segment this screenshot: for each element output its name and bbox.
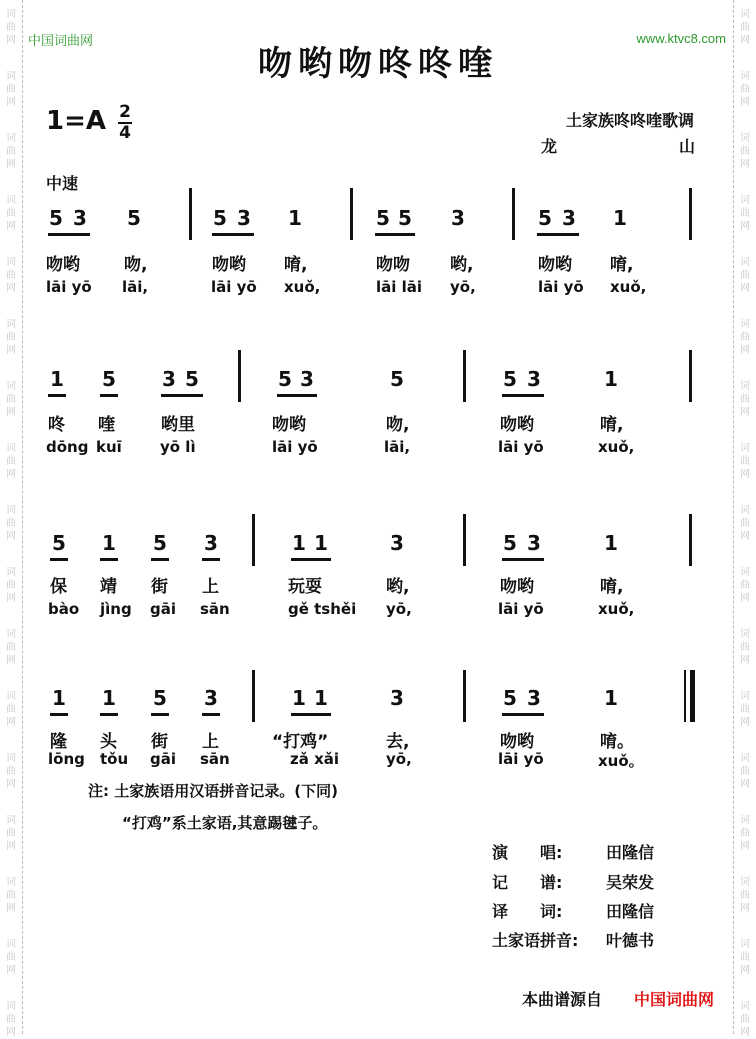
annotation-note-2: “打鸡”系土家语,其意踢毽子。: [122, 814, 328, 832]
note: 5: [153, 686, 167, 710]
pinyin: xuǒ。: [598, 752, 644, 770]
margin-watermark: 词 曲 网: [6, 9, 16, 46]
pinyin: yō,: [386, 600, 412, 618]
bar-line: [350, 188, 353, 240]
beam: [151, 713, 169, 716]
time-top: 2: [119, 102, 131, 122]
note: 5: [49, 206, 63, 230]
note: 5: [52, 531, 66, 555]
beam: [161, 394, 203, 397]
bar-line: [252, 670, 255, 722]
arranger: [541, 134, 695, 157]
margin-watermark: 词 曲 网: [6, 939, 16, 976]
note: 3: [162, 367, 176, 391]
beam: [48, 394, 66, 397]
lyric: 吻,: [124, 255, 148, 275]
final-bar-thick: [690, 670, 695, 722]
lyric: 街: [151, 732, 168, 752]
arranger-first: 龙: [541, 137, 558, 156]
pinyin: yō,: [450, 278, 476, 296]
pinyin: xuǒ,: [610, 278, 647, 296]
pinyin: jìng: [100, 600, 132, 618]
note: 3: [390, 686, 404, 710]
note: 1: [292, 531, 306, 555]
note: 3: [562, 206, 576, 230]
note: 1: [292, 686, 306, 710]
lyric: 吻,: [386, 415, 410, 435]
pinyin: lāi,: [122, 278, 149, 296]
credit-name: 田隆信: [606, 843, 655, 862]
note: 1: [102, 531, 116, 555]
lyric: 隆: [50, 732, 67, 752]
margin-watermark: 词 曲 网: [740, 71, 750, 108]
note: 1: [613, 206, 627, 230]
note: 5: [503, 531, 517, 555]
margin-watermark: 词 曲 网: [740, 939, 750, 976]
margin-watermark: 词 曲 网: [6, 691, 16, 728]
left-margin-border: [0, 0, 23, 1038]
margin-watermark: 词 曲 网: [6, 443, 16, 480]
beam: [291, 558, 331, 561]
bar-line: [689, 188, 692, 240]
lyric: 唷。: [600, 732, 634, 752]
bar-line: [189, 188, 192, 240]
song-title: 吻哟吻咚咚喹: [258, 44, 498, 84]
note: 5: [153, 531, 167, 555]
beam: [502, 558, 544, 561]
lyric: 去,: [386, 732, 410, 752]
pinyin: dōng: [46, 438, 89, 456]
pinyin: gāi: [150, 600, 177, 618]
pinyin: yō,: [386, 750, 412, 768]
lyric: 哟,: [450, 255, 474, 275]
pinyin: lōng: [48, 750, 85, 768]
note: 3: [237, 206, 251, 230]
note: 5: [503, 686, 517, 710]
note: 3: [527, 531, 541, 555]
lyric: 街: [151, 577, 168, 597]
pinyin: xuǒ,: [598, 438, 635, 456]
pinyin: lāi,: [384, 438, 411, 456]
margin-watermark: 词 曲 网: [740, 381, 750, 418]
footer-source-label: 本曲谱源自: [522, 990, 603, 1009]
margin-watermark: 词 曲 网: [6, 567, 16, 604]
credit-role: 记 谱:: [492, 873, 563, 892]
credit-name: 吴荣发: [606, 873, 655, 892]
note: 1: [604, 367, 618, 391]
note: 5: [278, 367, 292, 391]
song-source: 土家族咚咚喹歌调: [565, 111, 694, 130]
key-label: 1=A: [46, 106, 106, 136]
pinyin: bào: [48, 600, 80, 618]
pinyin: gě tshěi: [288, 600, 357, 618]
bar-line: [689, 350, 692, 402]
bar-line: [689, 514, 692, 566]
annotation-note-1: 注: 土家族语用汉语拼音记录。(下同): [88, 782, 338, 800]
note: 5: [503, 367, 517, 391]
margin-watermark: 词 曲 网: [740, 815, 750, 852]
pinyin: gāi: [150, 750, 177, 768]
lyric: 哟,: [386, 577, 410, 597]
lyric: 靖: [100, 577, 117, 597]
pinyin: kuī: [96, 438, 122, 456]
credit-role: 演 唱:: [492, 843, 563, 862]
bar-line: [238, 350, 241, 402]
beam: [100, 558, 118, 561]
credit-name: 叶德书: [606, 931, 655, 950]
note: 3: [300, 367, 314, 391]
lyric: 吻哟: [538, 255, 572, 275]
footer-source-site[interactable]: 中国词曲网: [634, 990, 715, 1009]
margin-watermark: 词 曲 网: [6, 71, 16, 108]
margin-watermark: 词 曲 网: [740, 753, 750, 790]
note: 5: [376, 206, 390, 230]
note: 1: [102, 686, 116, 710]
note: 3: [527, 367, 541, 391]
lyric: 喹: [98, 415, 115, 435]
beam: [48, 233, 90, 236]
pinyin: lāi yō: [498, 750, 544, 768]
bar-line: [463, 514, 466, 566]
margin-watermark: 词 曲 网: [6, 815, 16, 852]
bar-line: [252, 514, 255, 566]
tempo-marking: 中速: [46, 174, 79, 193]
beam: [202, 713, 220, 716]
margin-watermark: 词 曲 网: [740, 133, 750, 170]
margin-watermark: 词 曲 网: [6, 133, 16, 170]
lyric: 上: [202, 577, 219, 597]
note: 1: [52, 686, 66, 710]
credit-role: 土家语拼音:: [492, 931, 579, 950]
beam: [50, 713, 68, 716]
margin-watermark: 词 曲 网: [740, 505, 750, 542]
note: 5: [538, 206, 552, 230]
beam: [100, 394, 118, 397]
pinyin: sān: [200, 600, 230, 618]
note: 3: [73, 206, 87, 230]
lyric: 上: [202, 732, 219, 752]
lyric: 唷,: [600, 415, 624, 435]
beam: [50, 558, 68, 561]
margin-watermark: 词 曲 网: [6, 381, 16, 418]
beam: [375, 233, 415, 236]
note: 3: [527, 686, 541, 710]
lyric: 咚: [48, 415, 65, 435]
lyric: 吻哟: [500, 732, 534, 752]
beam: [537, 233, 579, 236]
note: 5: [398, 206, 412, 230]
pinyin: xuǒ,: [284, 278, 321, 296]
lyric: 唷,: [600, 577, 624, 597]
note: 1: [288, 206, 302, 230]
lyric: “打鸡”: [272, 732, 329, 752]
margin-watermark: 词 曲 网: [740, 257, 750, 294]
margin-watermark: 词 曲 网: [740, 691, 750, 728]
lyric: 吻哟: [500, 577, 534, 597]
note: 1: [314, 531, 328, 555]
note: 1: [50, 367, 64, 391]
beam: [291, 713, 331, 716]
lyric: 吻哟: [272, 415, 306, 435]
pinyin: yō lì: [160, 438, 196, 456]
pinyin: lāi yō: [498, 600, 544, 618]
margin-watermark: 词 曲 网: [740, 9, 750, 46]
credit-role: 译 词:: [492, 902, 563, 921]
note: 3: [204, 686, 218, 710]
pinyin: sān: [200, 750, 230, 768]
margin-watermark: 词 曲 网: [6, 505, 16, 542]
margin-watermark: 词 曲 网: [6, 319, 16, 356]
pinyin: lāi yō: [538, 278, 584, 296]
note: 3: [204, 531, 218, 555]
note: 1: [314, 686, 328, 710]
note: 1: [604, 531, 618, 555]
key-signature: [46, 102, 131, 143]
note: 3: [451, 206, 465, 230]
margin-watermark: 词 曲 网: [740, 1001, 750, 1038]
margin-watermark: 词 曲 网: [740, 195, 750, 232]
lyric: 吻哟: [46, 255, 80, 275]
margin-watermark: 词 曲 网: [6, 629, 16, 666]
pinyin: tǒu: [100, 750, 129, 768]
pinyin: xuǒ,: [598, 600, 635, 618]
time-bottom: 4: [119, 123, 131, 143]
pinyin: lāi yō: [272, 438, 318, 456]
lyric: 哟里: [161, 415, 195, 435]
bar-line: [463, 670, 466, 722]
pinyin: lāi yō: [211, 278, 257, 296]
beam: [277, 394, 317, 397]
bar-line: [512, 188, 515, 240]
note: 5: [127, 206, 141, 230]
beam: [212, 233, 254, 236]
margin-watermark: 词 曲 网: [740, 567, 750, 604]
lyric: 保: [50, 577, 67, 597]
time-signature: [118, 104, 132, 142]
bar-line: [463, 350, 466, 402]
site-url-top-right[interactable]: www.ktvc8.com: [636, 31, 726, 46]
note: 5: [102, 367, 116, 391]
credit-name: 田隆信: [606, 902, 655, 921]
right-margin-border: [733, 0, 756, 1038]
margin-watermark: 词 曲 网: [740, 319, 750, 356]
note: 3: [390, 531, 404, 555]
note: 1: [604, 686, 618, 710]
margin-watermark: 词 曲 网: [740, 877, 750, 914]
lyric: 吻哟: [500, 415, 534, 435]
pinyin: lāi yō: [498, 438, 544, 456]
margin-watermark: 词 曲 网: [6, 1001, 16, 1038]
note: 5: [185, 367, 199, 391]
lyric: 唷,: [284, 255, 308, 275]
margin-watermark: 词 曲 网: [6, 257, 16, 294]
final-bar-thin: [684, 670, 686, 722]
beam: [151, 558, 169, 561]
pinyin: lāi lāi: [376, 278, 423, 296]
margin-watermark: 词 曲 网: [6, 753, 16, 790]
margin-watermark: 词 曲 网: [6, 195, 16, 232]
note: 5: [390, 367, 404, 391]
margin-watermark: 词 曲 网: [740, 629, 750, 666]
arranger-last: 山: [678, 137, 695, 156]
lyric: 玩耍: [288, 577, 322, 597]
pinyin: zǎ xǎi: [290, 750, 340, 768]
lyric: 吻哟: [212, 255, 246, 275]
lyric: 唷,: [610, 255, 634, 275]
pinyin: lāi yō: [46, 278, 92, 296]
beam: [502, 713, 544, 716]
lyric: 吻吻: [376, 255, 410, 275]
beam: [202, 558, 220, 561]
beam: [100, 713, 118, 716]
note: 5: [213, 206, 227, 230]
site-name-top-left[interactable]: 中国词曲网: [28, 34, 94, 49]
margin-watermark: 词 曲 网: [740, 443, 750, 480]
lyric: 头: [100, 732, 117, 752]
margin-watermark: 词 曲 网: [6, 877, 16, 914]
beam: [502, 394, 544, 397]
